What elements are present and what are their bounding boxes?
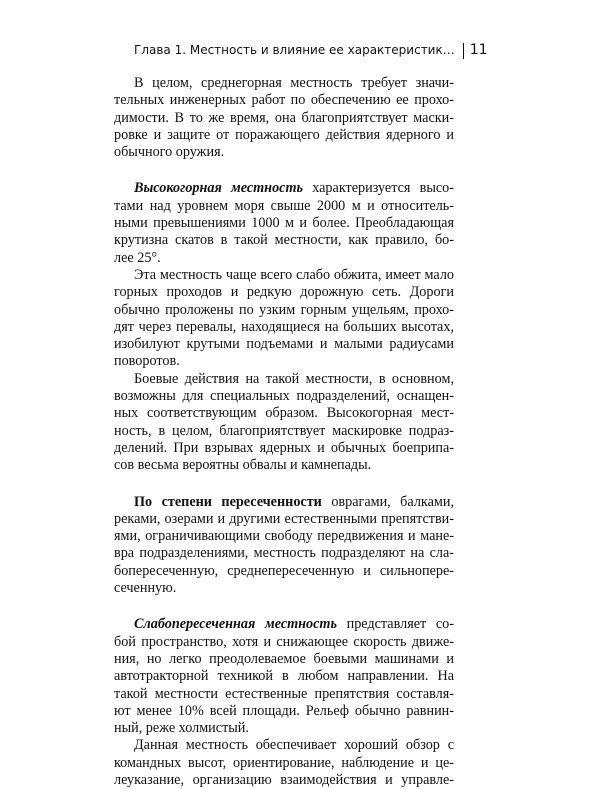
text-line: сеченную. [114, 580, 177, 597]
running-header [134, 42, 488, 59]
text-line: крутизна скатов в такой местности, как правило, бо- [114, 232, 454, 249]
text-line: поворотов. [114, 353, 180, 370]
text-line: ния, но легко преодолеваемое боевыми машинами и [114, 650, 454, 667]
text-line: ными превышениями 1000 м и более. Преобладающая [114, 215, 454, 232]
text-line: ют менее 10% всей площади. Рельеф обычно равнин- [114, 702, 454, 719]
text-line: дят через перевалы, находящиеся на больших высотах, [114, 318, 454, 335]
text-line: тами над уровнем моря свыше 2000 м и относитель- [114, 197, 454, 214]
text-line: тельных инженерных работ по обеспечению ее прохо- [114, 92, 454, 109]
text-line: бой пространство, хотя и снижающее скорость движе- [114, 633, 454, 650]
paragraph-1 [114, 75, 454, 161]
text-line: вра подразделениями, местность подразделяют на сла- [114, 545, 454, 562]
text-line: такой местности естественные препятствия составля- [114, 685, 454, 702]
chapter-title: Глава 1. Местность и влияние ее характеристик… [134, 43, 455, 57]
text-line: ных соответствующим образом. Высокогорная мест- [114, 405, 454, 422]
text-line: обычного оружия. [114, 144, 225, 161]
page-number: 11 [469, 42, 488, 58]
text-line: бопересеченную, среднепересеченную и сильнопере- [114, 562, 454, 579]
text-line: сов весьма вероятны обвалы и камнепады. [114, 457, 372, 474]
text-line: Данная местность обеспечивает хороший обзор с [134, 737, 454, 754]
text-fragment: оврагами, балками, [321, 493, 454, 510]
text-line: командных высот, ориентирование, наблюдение и це- [114, 754, 454, 771]
paragraph-3 [114, 267, 454, 371]
page-body [114, 75, 454, 789]
text-line: димости. В то же время, она благоприятствует маски- [114, 109, 454, 126]
text-line [114, 616, 454, 633]
term-slightly-rugged: Слабопересеченная местность [134, 616, 337, 633]
text-line: лее 25°. [114, 249, 161, 266]
text-line: леуказание, организацию взаимодействия и управле- [114, 771, 454, 788]
text-line: Боевые действия на такой местности, в основном, [134, 370, 454, 387]
text-line: ность, в целом, благоприятствует маскировке подраз- [114, 422, 454, 439]
text-line [114, 180, 454, 197]
paragraph-4 [114, 371, 454, 475]
term-highland: Высокогорная местность [134, 180, 303, 197]
text-line: ный, реже холмистый. [114, 720, 249, 737]
text-fragment: характеризуется высо- [302, 180, 454, 197]
term-ruggedness: По степени пересеченности [134, 493, 322, 510]
text-line: автотракторной техникой в любом направлении. На [114, 668, 454, 685]
paragraph-5 [114, 494, 454, 598]
text-line: В целом, среднегорная местность требует значи- [134, 75, 454, 91]
paragraph-gap [114, 475, 454, 494]
text-fragment: представляет со- [336, 616, 454, 633]
text-line: реками, озерами и другими естественными препятстви- [114, 510, 454, 527]
text-line: возможны для специальных подразделений, оснащен- [114, 388, 454, 405]
text-line: делений. При взрывах ядерных и обычных боеприпа- [114, 439, 454, 456]
text-line: горных проходов и редкую дорожную сеть. Дороги [114, 284, 454, 301]
paragraph-2 [114, 180, 454, 266]
header-separator [463, 43, 464, 59]
paragraph-7 [114, 737, 454, 789]
text-line: ями, ограничивающими свободу передвижения и мане- [114, 528, 454, 545]
text-line: Эта местность чаще всего слабо обжита, имеет мало [134, 266, 454, 283]
text-line: изобилуют крутыми подъемами и малыми радиусами [114, 336, 454, 353]
text-line: обычно проложены по узким горным ущельям, прохо- [114, 301, 454, 318]
paragraph-6 [114, 616, 454, 737]
paragraph-gap [114, 161, 454, 180]
text-line: ровке и защите от поражающего действия ядерного и [114, 126, 454, 143]
paragraph-gap [114, 597, 454, 616]
text-line [114, 494, 454, 511]
